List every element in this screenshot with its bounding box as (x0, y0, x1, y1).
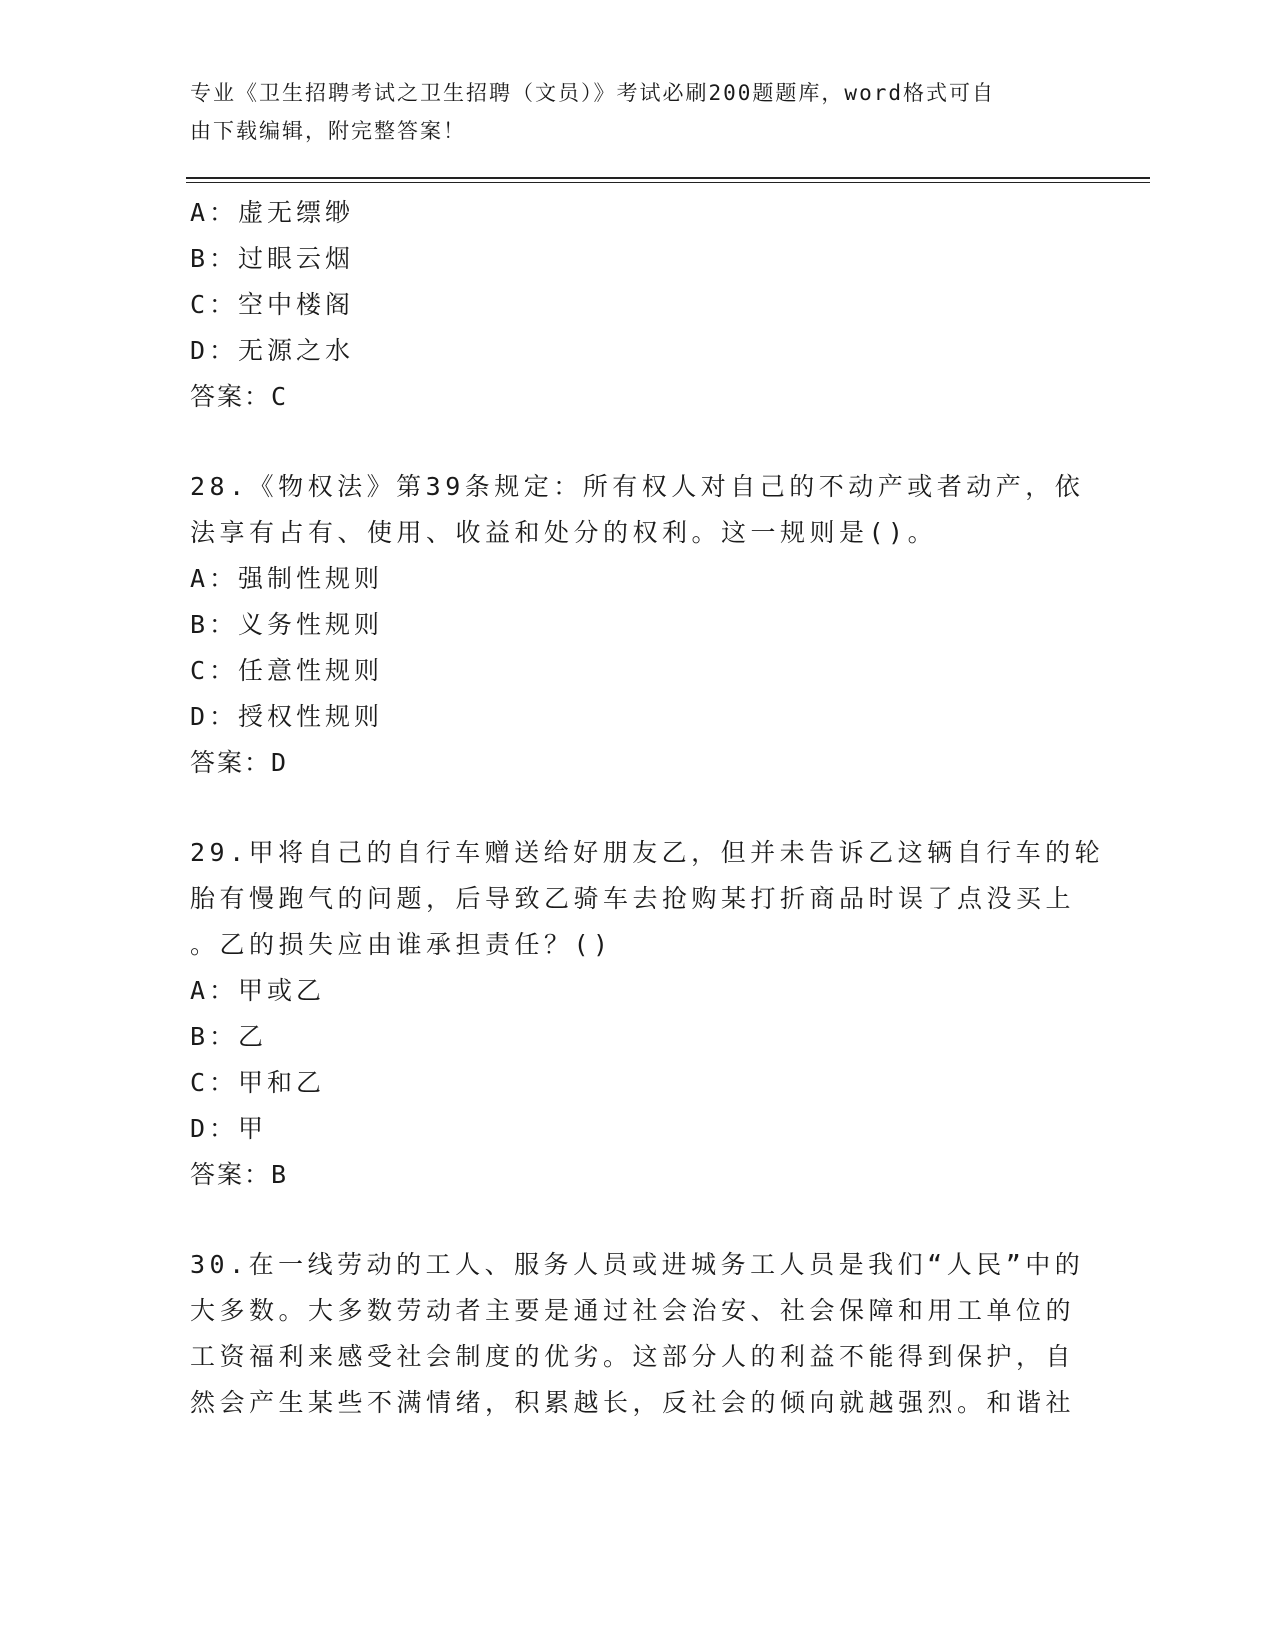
question-27 (190, 190, 1090, 420)
answer: 答案：D (190, 748, 289, 777)
document-header (190, 74, 1070, 150)
option-b: B：过眼云烟 (190, 244, 355, 273)
option-c: C：甲和乙 (190, 1068, 326, 1097)
answer: 答案：B (190, 1160, 289, 1189)
question-stem-line: 然会产生某些不满情绪，积累越长，反社会的倾向就越强烈。和谐社 (190, 1388, 1076, 1417)
question-29 (190, 830, 1105, 1198)
option-d: D：授权性规则 (190, 702, 384, 731)
option-a: A：甲或乙 (190, 976, 326, 1005)
question-stem-line: 胎有慢跑气的问题，后导致乙骑车去抢购某打折商品时误了点没买上 (190, 884, 1076, 913)
question-stem-line: 法享有占有、使用、收益和处分的权利。这一规则是()。 (190, 518, 938, 547)
header-line-2: 由下载编辑，附完整答案！ (190, 119, 466, 143)
question-stem-line: 大多数。大多数劳动者主要是通过社会治安、社会保障和用工单位的 (190, 1296, 1076, 1325)
header-divider-thin (186, 182, 1150, 183)
option-d: D：甲 (190, 1114, 268, 1143)
question-stem-line: 30.在一线劳动的工人、服务人员或进城务工人员是我们“人民”中的 (190, 1250, 1085, 1279)
option-c: C：空中楼阁 (190, 290, 355, 319)
question-stem-line: 29.甲将自己的自行车赠送给好朋友乙，但并未告诉乙这辆自行车的轮 (190, 838, 1105, 867)
header-divider (186, 177, 1150, 179)
question-stem-line: 。乙的损失应由谁承担责任？() (190, 930, 613, 959)
answer: 答案：C (190, 382, 289, 411)
option-d: D：无源之水 (190, 336, 355, 365)
option-a: A：虚无缥缈 (190, 198, 355, 227)
option-a: A：强制性规则 (190, 564, 384, 593)
question-28 (190, 464, 1090, 786)
question-list (190, 190, 1105, 1426)
question-stem-line: 28.《物权法》第39条规定：所有权人对自己的不动产或者动产，依 (190, 472, 1085, 501)
option-b: B：义务性规则 (190, 610, 384, 639)
option-b: B：乙 (190, 1022, 268, 1051)
option-c: C：任意性规则 (190, 656, 384, 685)
question-stem-line: 工资福利来感受社会制度的优劣。这部分人的利益不能得到保护，自 (190, 1342, 1076, 1371)
question-30 (190, 1242, 1090, 1426)
header-line-1: 专业《卫生招聘考试之卫生招聘（文员）》考试必刷200题题库，word格式可自 (190, 81, 995, 105)
